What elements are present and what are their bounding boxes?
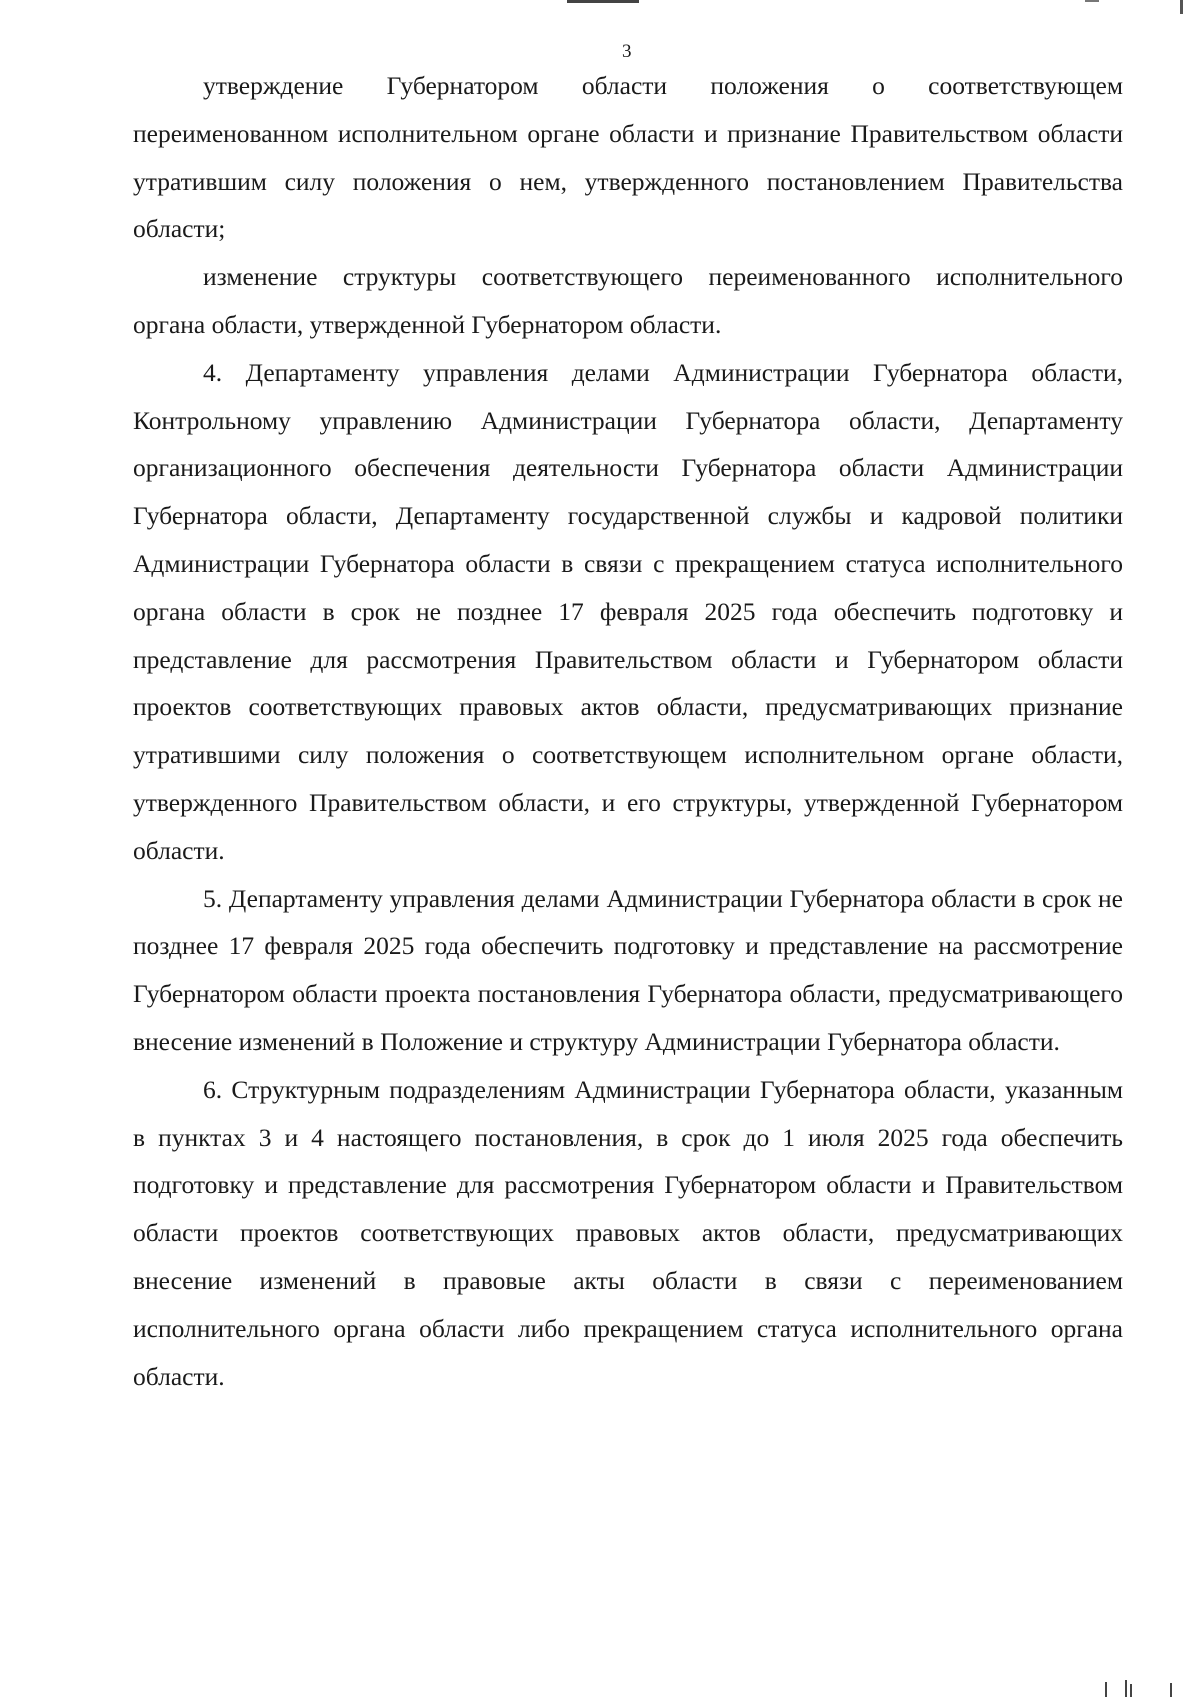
scan-artifact-bottom-2 <box>1125 1680 1127 1697</box>
scan-artifact-bottom-4 <box>1170 1683 1172 1697</box>
page-number: 3 <box>622 41 632 62</box>
scan-artifact-top <box>567 0 639 3</box>
paragraph-approval-regulation: утверждение Губернатором области положения о соответствующем переименованном исполнительном органе области и признание Правительством области утратившим силу положения о нем, утвержденного постановлением Правительства области; <box>133 71 1123 244</box>
paragraph-item-5: 5. Департаменту управления делами Администрации Губернатора области в срок не позднее 17 февраля 2025 года обеспечить подготовку и представление на рассмотрение Губернатором области проекта постановления Губернатора области, предусматривающего внесение изменений в Положение и структуру Администрации Губернатора области. <box>133 883 1123 1056</box>
paragraph-item-4: 4. Департаменту управления делами Администрации Губернатора области, Контрольному управлению Администрации Губернатора области, Департаменту организационного обеспечения деятельности Губернатора области Администрации Губернатора области, Департаменту государственной службы и кадровой политики Администрации Губернатора области в связи с прекращением статуса исполнительного органа области в срок не позднее 17 февраля 2025 года обеспечить подготовку и представление для рассмотрения Правительством области и Губернатором области проектов соответствующих правовых актов области, предусматривающих признание утратившими силу положения о соответствующем исполнительном органе области, утвержденного Правительством области, и его структуры, утвержденной Губернатором области. <box>133 357 1123 865</box>
scan-artifact-top-right-line <box>1085 0 1099 2</box>
paragraph-structure-change: изменение структуры соответствующего переименованного исполнительного органа области, утвержденной Губернатором области. <box>133 262 1123 339</box>
scan-artifact-bottom-3 <box>1130 1684 1132 1697</box>
scan-artifact-bottom-1 <box>1105 1682 1107 1697</box>
document-body <box>133 62 1123 1400</box>
scan-artifact-top-right <box>1180 0 1183 14</box>
paragraph-item-6: 6. Структурным подразделениям Администрации Губернатора области, указанным в пунктах 3 и 4 настоящего постановления, в срок до 1 июля 2025 года обеспечить подготовку и представление для рассмотрения Губернатором области и Правительством области проектов соответствующих правовых актов области, предусматривающих внесение изменений в правовые акты области в связи с переименованием исполнительного органа области либо прекращением статуса исполнительного органа области. <box>133 1074 1123 1391</box>
